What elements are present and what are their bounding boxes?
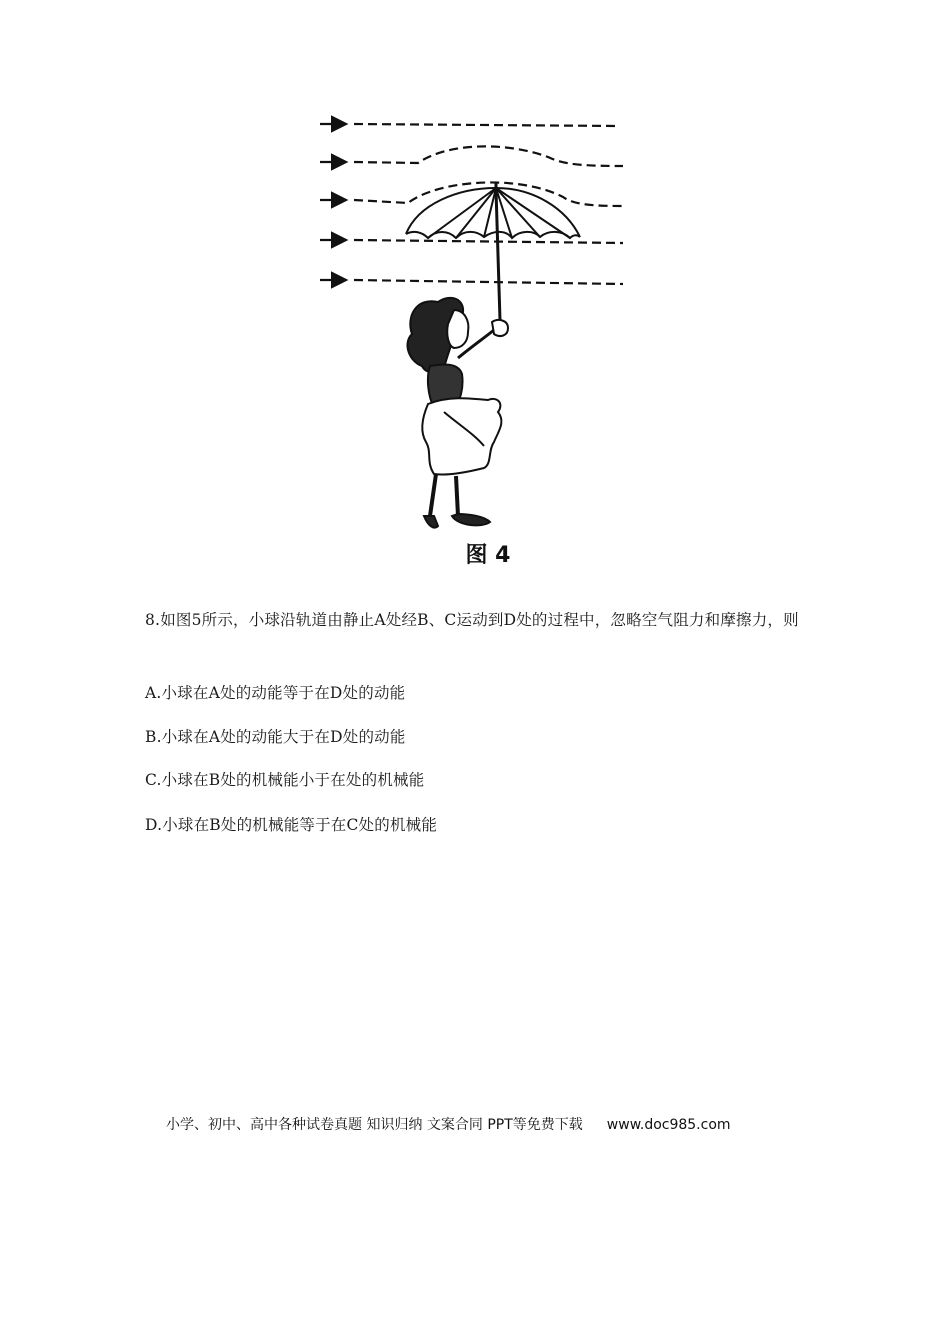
footer (166, 1114, 731, 1136)
umbrella-girl-illustration (298, 112, 652, 568)
question-stem: 8.如图5所示，小球沿轨道由静止A处经B、C运动到D处的过程中，忽略空气阻力和摩擦力，则 (145, 611, 799, 629)
footer-text: 小学、初中、高中各种试卷真题 知识归纳 文案合同 PPT等免费下载 (166, 1117, 583, 1133)
footer-url[interactable]: www.doc985.com (606, 1117, 731, 1133)
option-d: D.小球在B处的机械能等于在C处的机械能 (145, 816, 438, 834)
option-c: C.小球在B处的机械能小于在处的机械能 (145, 771, 425, 789)
option-b: B.小球在A处的动能大于在D处的动能 (145, 728, 406, 746)
figure-4-umbrella-airflow (298, 112, 652, 568)
girl (407, 298, 508, 528)
figure-caption: 图 4 (465, 543, 511, 568)
umbrella (406, 182, 580, 320)
option-a: A.小球在A处的动能等于在D处的动能 (145, 684, 406, 702)
